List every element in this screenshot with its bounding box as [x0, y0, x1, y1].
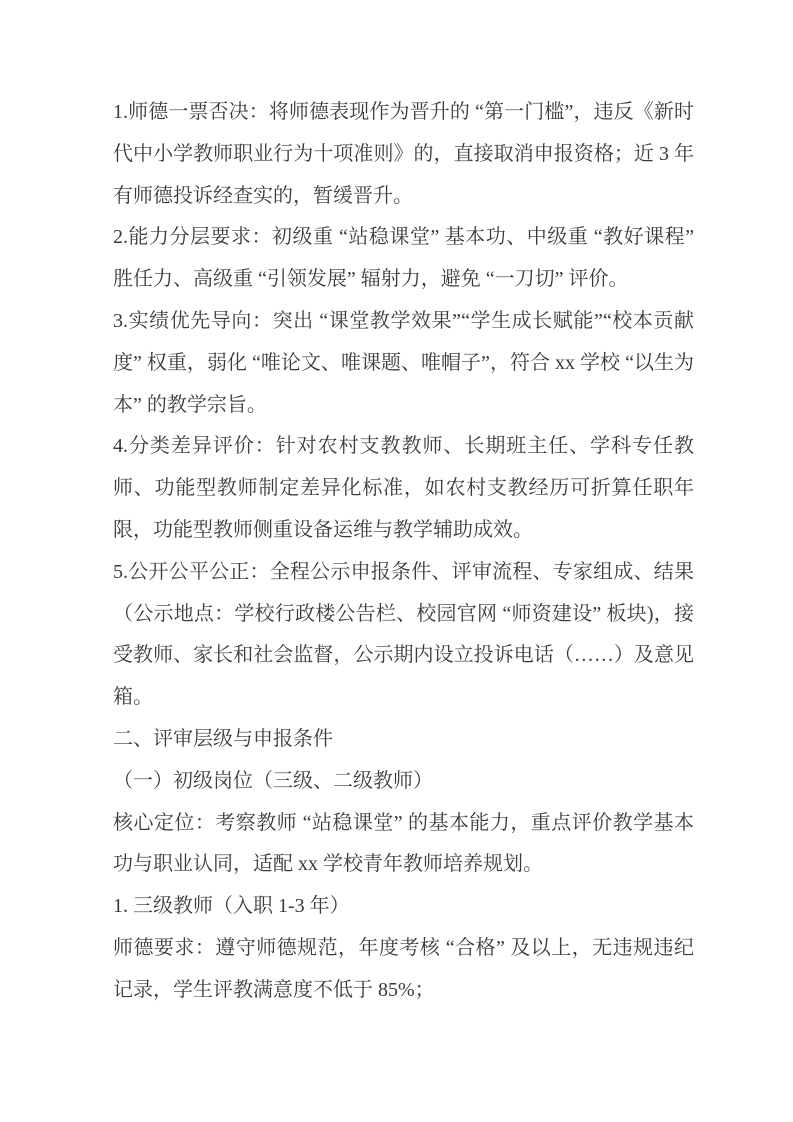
numbered-item-1-shide-veto: 1.师德一票否决：将师德表现作为晋升的 “第一门槛”，违反《新时代中小学教师职业行为十项准则》的，直接取消申报资格；近 3 年有师德投诉经查实的，暂缓晋升。: [113, 101, 694, 207]
section-heading-review-levels: 二、评审层级与申报条件: [113, 727, 333, 750]
numbered-item-2-ability-tiers: 2.能力分层要求：初级重 “站稳课堂” 基本功、中级重 “教好课程” 胜任力、高级重 “引领发展” 辐射力，避免 “一刀切” 评价。: [113, 226, 694, 291]
body-paragraph-shide-requirement: 师德要求：遵守师德规范，年度考核 “合格” 及以上，无违规违纪记录，学生评教满意度不低于 85%；: [113, 936, 694, 1001]
numbered-item-4-differentiated-evaluation: 4.分类差异评价：针对农村支教教师、长期班主任、学科专任教师、功能型教师制定差异化标准，如农村支教经历可折算任职年限，功能型教师侧重设备运维与教学辅助成效。: [113, 435, 694, 541]
numbered-subheading-grade3-teacher: 1. 三级教师（入职 1-3 年）: [113, 895, 350, 918]
numbered-item-3-performance-priority: 3.实绩优先导向：突出 “课堂教学效果”“学生成长赋能”“校本贡献度” 权重，弱化 “唯论文、唯课题、唯帽子”，符合 xx 学校 “以生为本” 的教学宗旨。: [113, 309, 694, 416]
subsection-heading-junior-positions: （一）初级岗位（三级、二级教师）: [113, 769, 433, 792]
document-content: [113, 92, 694, 1012]
numbered-item-5-openness-fairness: 5.公开公平公正：全程公示申报条件、评审流程、专家组成、结果（公示地点：学校行政楼公告栏、校园官网 “师资建设” 板块)，接受教师、家长和社会监督，公示期内设立投诉电话（……）及意见箱。: [113, 560, 694, 709]
body-paragraph-core-positioning: 核心定位：考察教师 “站稳课堂” 的基本能力，重点评价教学基本功与职业认同，适配 xx 学校青年教师培养规划。: [113, 811, 694, 876]
